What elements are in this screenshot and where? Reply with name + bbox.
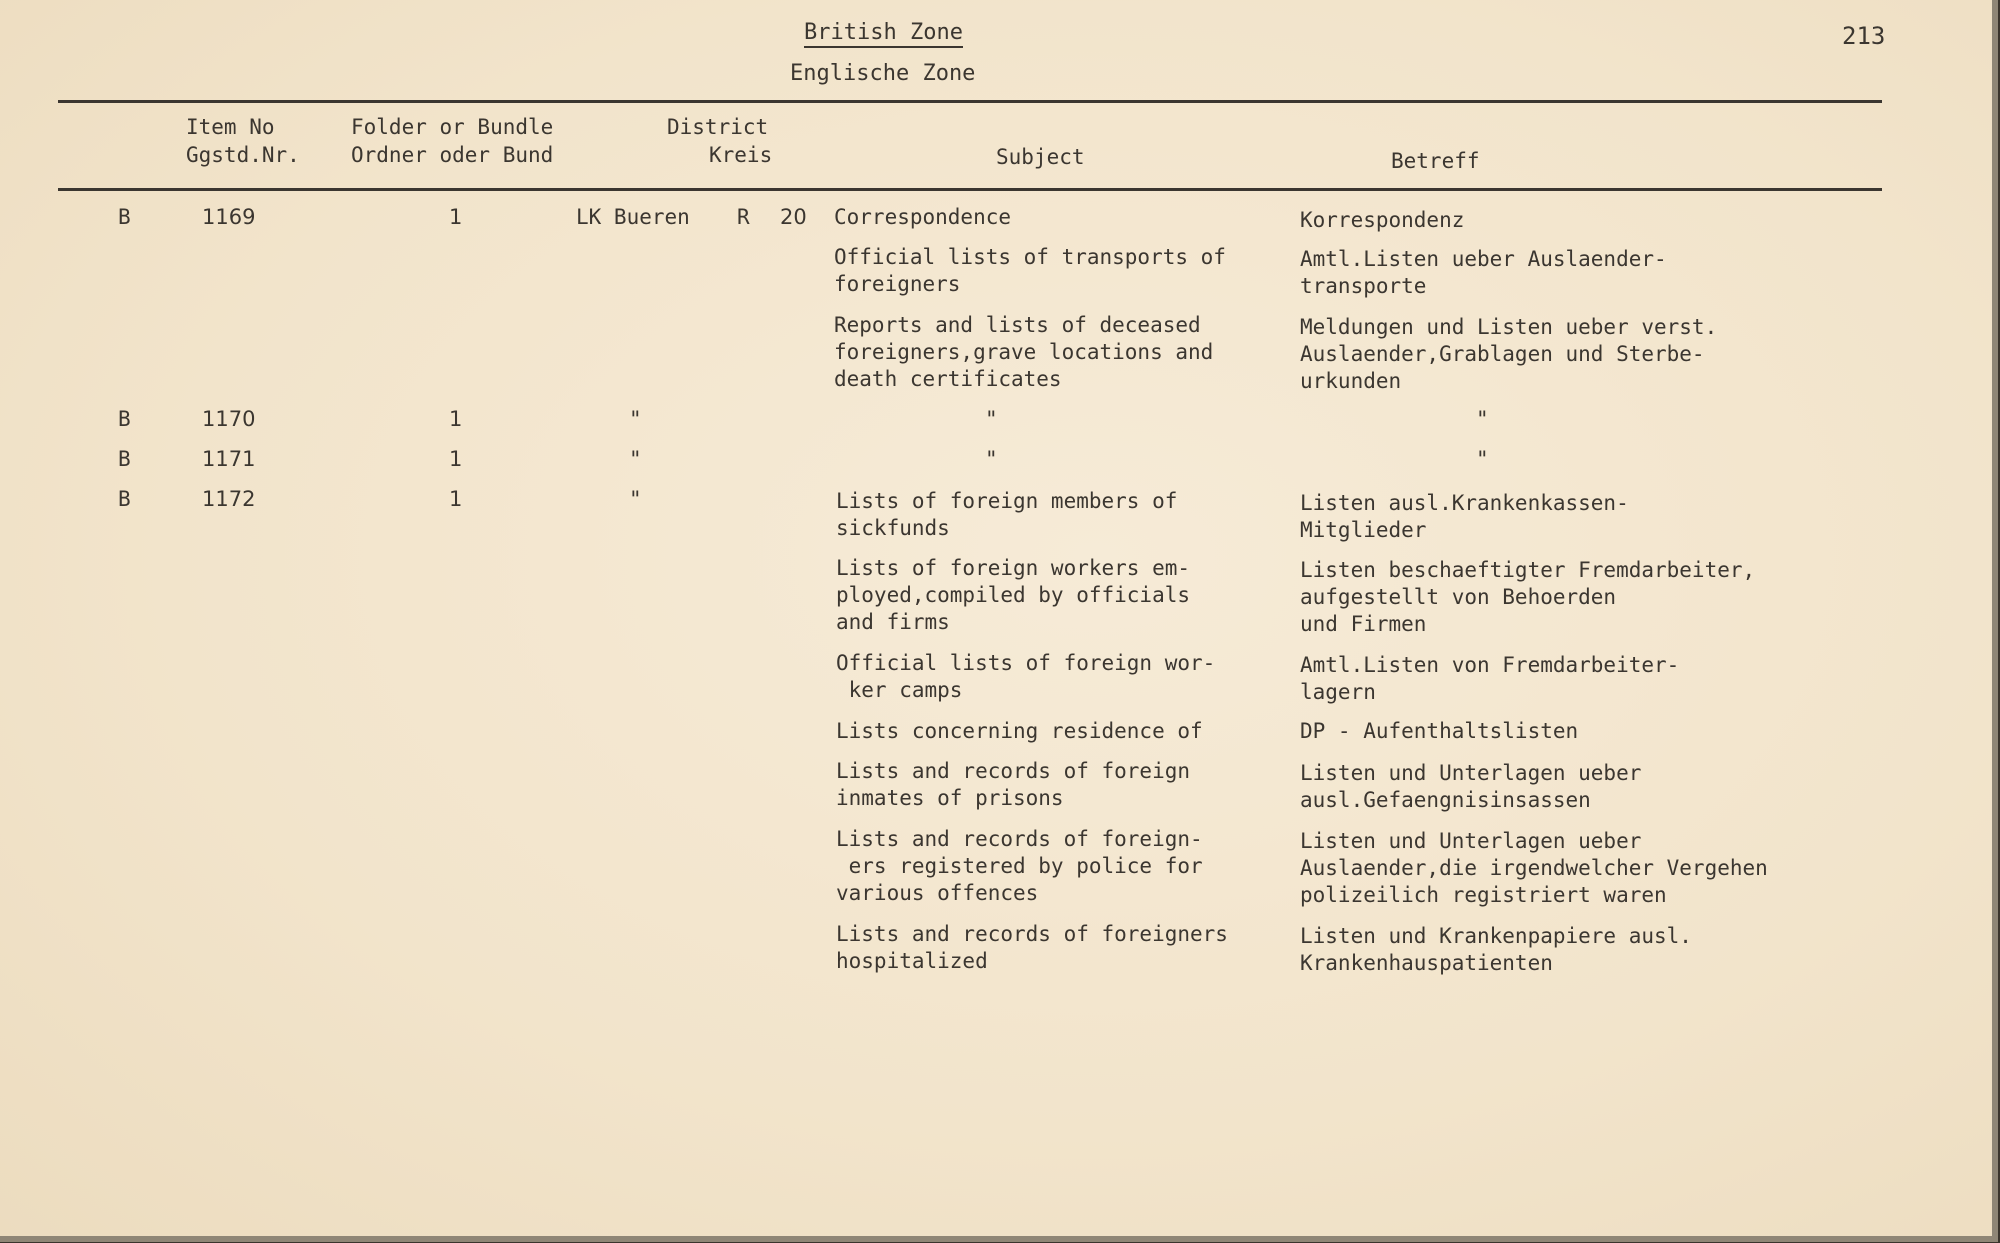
page-number: 213 <box>1842 22 1886 50</box>
row-folder: 1 <box>449 487 463 511</box>
subject-entry: Lists and records of foreign- ers registered by police for various offences <box>836 827 1203 905</box>
col-folder-de: Ordner oder Bund <box>351 143 554 167</box>
row-item-number: 1170 <box>202 407 256 431</box>
ditto-mark: " <box>1476 407 1489 431</box>
ditto-mark: " <box>629 407 642 431</box>
ditto-mark: " <box>629 447 642 471</box>
subject-entry: Lists concerning residence of <box>836 719 1203 743</box>
header-rule-bottom <box>58 188 1882 191</box>
subject-entry: Reports and lists of deceased foreigners,grave locations and death certificates <box>834 313 1214 391</box>
row-prefix: B <box>118 407 131 431</box>
betreff-entry: Meldungen und Listen ueber verst. Auslaender,Grablagen und Sterbe- urkunden <box>1300 315 1718 393</box>
betreff-entry: Listen beschaeftigter Fremdarbeiter, aufgestellt von Behoerden und Firmen <box>1300 558 1756 636</box>
ditto-mark: " <box>985 447 998 471</box>
col-item-en: Item No <box>186 115 275 139</box>
header-rule-top <box>58 100 1882 103</box>
subject-entry: Correspondence <box>834 205 1012 229</box>
row-item-number: 1169 <box>202 205 256 229</box>
betreff-entry: Amtl.Listen ueber Auslaender- transporte <box>1300 247 1667 298</box>
col-item-de: Ggstd.Nr. <box>186 143 300 167</box>
betreff-entry: DP - Aufenthaltslisten <box>1300 719 1579 743</box>
betreff-entry: Amtl.Listen von Fremdarbeiter- lagern <box>1300 653 1680 704</box>
ditto-mark: " <box>985 407 998 431</box>
subject-entry: Official lists of transports of foreigners <box>834 245 1226 296</box>
col-subject: Subject <box>996 145 1085 169</box>
subject-entry: Lists and records of foreign inmates of prisons <box>836 759 1191 810</box>
betreff-entry: Listen und Unterlagen ueber ausl.Gefaengnisinsassen <box>1300 761 1642 812</box>
col-district-en: District <box>667 115 769 139</box>
zone-title: British Zone <box>804 20 963 48</box>
subject-entry: Official lists of foreign wor- ker camps <box>836 651 1216 702</box>
col-folder-en: Folder or Bundle <box>351 115 554 139</box>
row-district: LK Bueren <box>576 205 690 229</box>
row-item-number: 1172 <box>202 487 256 511</box>
ditto-mark: " <box>629 487 642 511</box>
subject-entry: Lists of foreign members of sickfunds <box>836 489 1178 540</box>
betreff-entry: Listen und Krankenpapiere ausl. Krankenhauspatienten <box>1300 924 1692 975</box>
col-district-de: Kreis <box>709 143 773 167</box>
row-district-code: R <box>737 205 750 229</box>
row-prefix: B <box>118 447 131 471</box>
subject-entry: Lists and records of foreigners hospitalized <box>836 922 1228 973</box>
betreff-entry: Korrespondenz <box>1300 208 1465 232</box>
row-folder: 1 <box>449 205 463 229</box>
row-prefix: B <box>118 487 131 511</box>
row-folder: 1 <box>449 407 463 431</box>
row-district-code-number: 20 <box>780 205 807 229</box>
subject-entry: Lists of foreign workers em- ployed,compiled by officials and firms <box>836 556 1191 634</box>
ditto-mark: " <box>1476 447 1489 471</box>
col-betreff: Betreff <box>1391 149 1480 173</box>
row-item-number: 1171 <box>202 447 256 471</box>
betreff-entry: Listen und Unterlagen ueber Auslaender,die irgendwelcher Vergehen polizeilich registriert waren <box>1300 829 1768 907</box>
row-prefix: B <box>118 205 131 229</box>
zone-subtitle: Englische Zone <box>790 61 976 86</box>
betreff-entry: Listen ausl.Krankenkassen- Mitglieder <box>1300 491 1629 542</box>
row-folder: 1 <box>449 447 463 471</box>
